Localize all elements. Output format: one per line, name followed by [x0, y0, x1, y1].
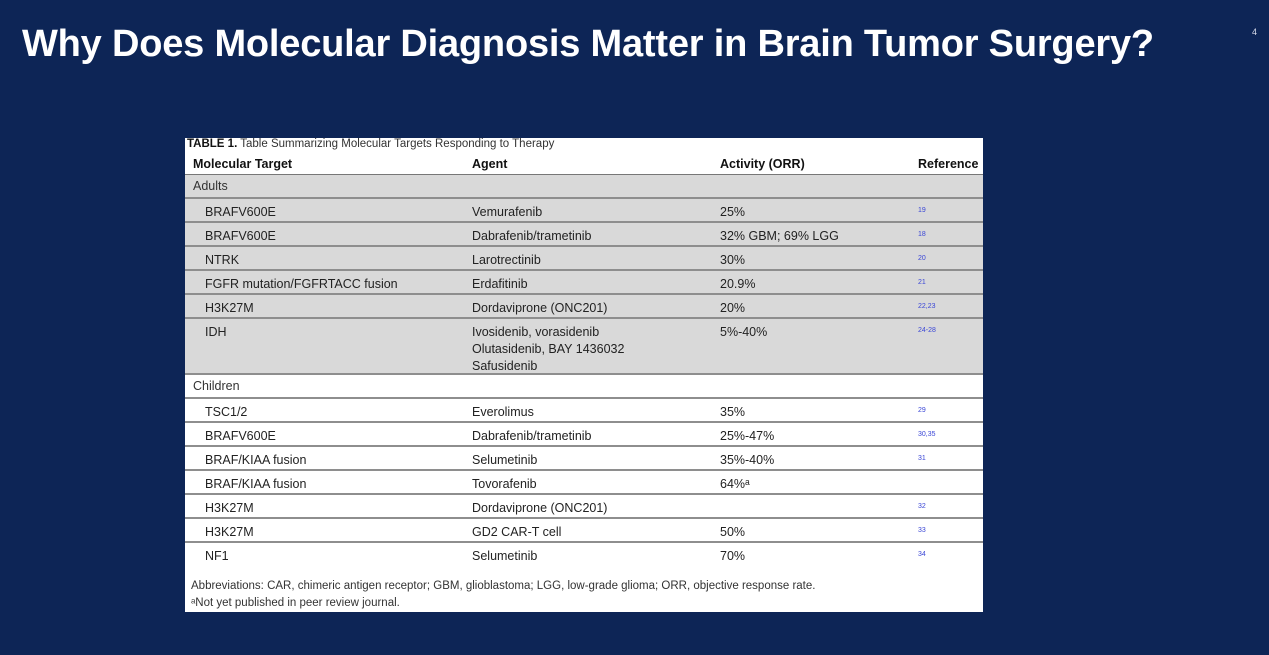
cell-activity: 25%-47% [720, 429, 775, 443]
table-row [185, 447, 983, 471]
cell-agent: Selumetinib [472, 453, 538, 467]
cell-activity: 25% [720, 205, 746, 219]
cell-agent: Ivosidenib, vorasidenib Olutasidenib, BAY 1436032 Safusidenib [472, 325, 625, 373]
section-row-adults [185, 175, 983, 199]
table-row [185, 271, 983, 295]
cell-agent: Everolimus [472, 405, 534, 419]
header-molecular-target: Molecular Target [193, 157, 293, 171]
header-activity: Activity (ORR) [720, 157, 805, 171]
page-number: 4 [1252, 27, 1258, 37]
slide-title: Why Does Molecular Diagnosis Matter in Brain Tumor Surgery? [22, 23, 1154, 65]
table-row [185, 423, 983, 447]
cell-molecular-target: IDH [205, 325, 227, 339]
cell-agent: Dordaviprone (ONC201) [472, 301, 608, 315]
cell-activity: 5%-40% [720, 325, 768, 339]
cell-agent: Erdafitinib [472, 277, 528, 291]
table-row [185, 399, 983, 423]
reference-link[interactable]: 32 [918, 503, 926, 510]
reference-link[interactable]: 29 [918, 407, 926, 414]
caption-label: TABLE 1. [187, 138, 238, 150]
cell-activity: 64%ᵃ [720, 477, 750, 491]
cell-agent: Larotrectinib [472, 253, 541, 267]
reference-link[interactable]: 33 [918, 527, 926, 534]
cell-agent: Selumetinib [472, 549, 538, 563]
cell-agent: Vemurafenib [472, 205, 543, 219]
table-row [185, 543, 983, 567]
reference-link[interactable]: 24-28 [918, 327, 936, 334]
footnote-abbreviations: Abbreviations: CAR, chimeric antigen receptor; GBM, glioblastoma; LGG, low-grade glioma; ORR, objective response rate. [191, 580, 816, 592]
cell-activity: 50% [720, 525, 746, 539]
table-header [185, 152, 983, 176]
cell-agent: Dabrafenib/trametinib [472, 229, 592, 243]
footnote-a: ᵃNot yet published in peer review journal. [191, 597, 400, 609]
reference-link[interactable]: 19 [918, 207, 926, 214]
cell-activity: 30% [720, 253, 746, 267]
table-row [185, 295, 983, 319]
cell-activity: 35% [720, 405, 746, 419]
cell-molecular-target: FGFR mutation/FGFRTACC fusion [205, 277, 398, 291]
cell-activity: 20.9% [720, 277, 756, 291]
cell-molecular-target: BRAFV600E [205, 429, 276, 443]
table-row [185, 495, 983, 519]
section-label: Children [193, 379, 240, 393]
cell-molecular-target: BRAFV600E [205, 205, 276, 219]
cell-agent: Dabrafenib/trametinib [472, 429, 592, 443]
caption-text: Table Summarizing Molecular Targets Responding to Therapy [240, 138, 555, 150]
reference-link[interactable]: 22,23 [918, 303, 936, 310]
table-row [185, 471, 983, 495]
section-label: Adults [193, 179, 228, 193]
cell-agent: Dordaviprone (ONC201) [472, 501, 608, 515]
cell-activity: 35%-40% [720, 453, 775, 467]
reference-link[interactable]: 34 [918, 551, 926, 558]
cell-molecular-target: H3K27M [205, 525, 254, 539]
cell-molecular-target: NF1 [205, 549, 229, 563]
cell-molecular-target: BRAF/KIAA fusion [205, 453, 307, 467]
section-row-children [185, 375, 983, 399]
table-footnotes [191, 578, 815, 612]
table-row [185, 199, 983, 223]
table-caption [187, 138, 554, 150]
cell-activity: 70% [720, 549, 746, 563]
reference-link[interactable]: 18 [918, 231, 926, 238]
cell-activity: 32% GBM; 69% LGG [720, 229, 839, 243]
cell-molecular-target: BRAFV600E [205, 229, 276, 243]
reference-link[interactable]: 31 [918, 455, 926, 462]
reference-link[interactable]: 30,35 [918, 431, 936, 438]
reference-link[interactable]: 20 [918, 255, 926, 262]
molecular-targets-table [185, 138, 983, 612]
table-row [185, 223, 983, 247]
cell-activity: 20% [720, 301, 746, 315]
reference-link[interactable]: 21 [918, 279, 926, 286]
cell-molecular-target: NTRK [205, 253, 240, 267]
cell-molecular-target: BRAF/KIAA fusion [205, 477, 307, 491]
table-row [185, 247, 983, 271]
header-reference: Reference [918, 157, 979, 171]
cell-molecular-target: H3K27M [205, 301, 254, 315]
table-row [185, 319, 983, 375]
cell-molecular-target: TSC1/2 [205, 405, 248, 419]
table-row [185, 519, 983, 543]
cell-agent: Tovorafenib [472, 477, 537, 491]
header-agent: Agent [472, 157, 508, 171]
cell-molecular-target: H3K27M [205, 501, 254, 515]
cell-agent: GD2 CAR-T cell [472, 525, 562, 539]
